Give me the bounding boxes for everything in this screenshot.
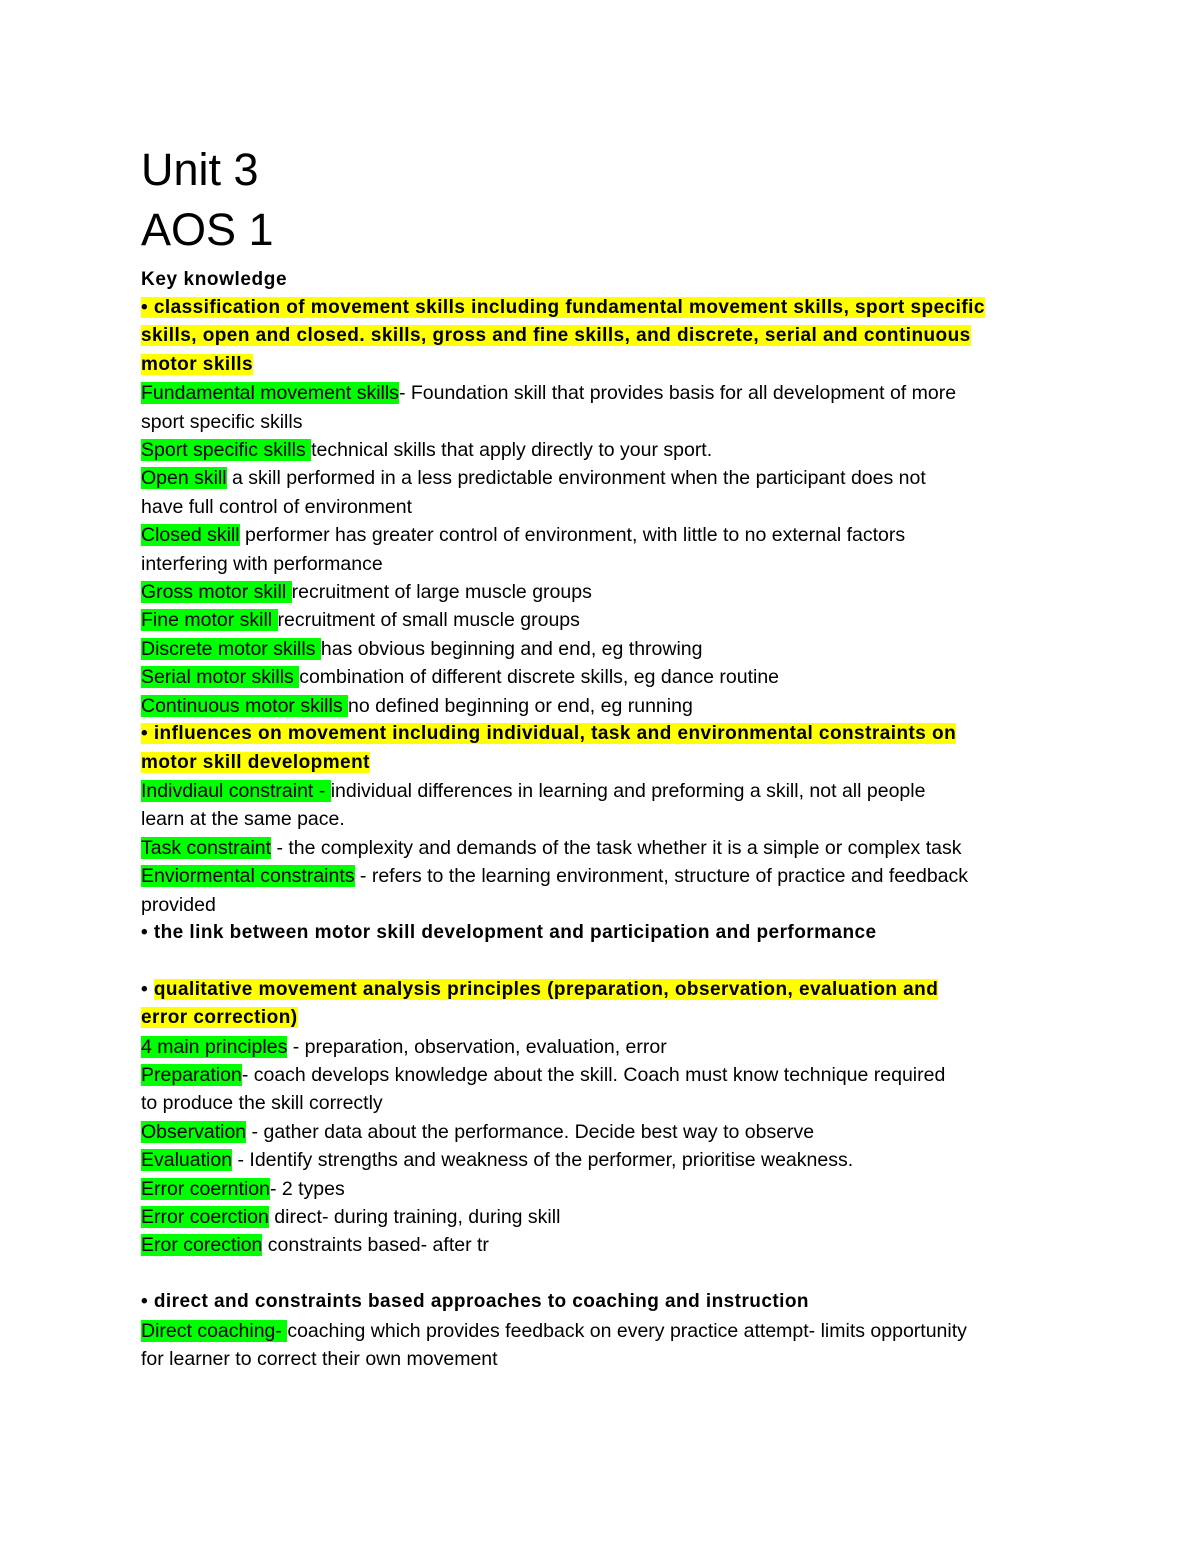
section-2-bullet-line-1: • influences on movement including individual, task and environmental constraints on xyxy=(141,723,957,745)
term-task-constraint: Task constraint xyxy=(141,836,272,859)
term-discrete-motor-skills: Discrete motor skills xyxy=(141,637,321,660)
definition-line: Direct coaching- coaching which provides feedback on every practice attempt- limits opportunity xyxy=(141,1319,967,1342)
term-observation: Observation xyxy=(141,1120,247,1143)
term-gross-motor-skill: Gross motor skill xyxy=(141,581,292,604)
section-4-bullet-line-1: • qualitative movement analysis principles (preparation, observation, evaluation and xyxy=(141,978,939,1000)
unit-heading: Unit 3 xyxy=(141,144,259,195)
term-error-correction-constraints: Eror corection xyxy=(141,1234,263,1257)
definition-line: Discrete motor skills has obvious beginning and end, eg throwing xyxy=(141,637,703,660)
definition-line: Open skill a skill performed in a less predictable environment when the participant does not xyxy=(141,467,926,490)
definition-line: Serial motor skills combination of different discrete skills, eg dance routine xyxy=(141,666,780,689)
definition-continuation: have full control of environment xyxy=(141,495,412,518)
term-open-skill: Open skill xyxy=(141,467,227,490)
definition-line: Continuous motor skills no defined beginning or end, eg running xyxy=(141,694,693,717)
section-4-bullet-line-2: error correction) xyxy=(141,1007,298,1029)
definition-line: Gross motor skill recruitment of large muscle groups xyxy=(141,581,592,604)
definition-line: 4 main principles - preparation, observation, evaluation, error xyxy=(141,1035,667,1058)
definition-continuation: learn at the same pace. xyxy=(141,808,345,831)
definition-line: Error coerntion- 2 types xyxy=(141,1177,345,1200)
definition-continuation: to produce the skill correctly xyxy=(141,1092,383,1115)
key-knowledge-label: Key knowledge xyxy=(141,269,288,290)
blank-line xyxy=(141,1260,1061,1288)
section-3-bullet: • the link between motor skill development and participation and performance xyxy=(141,921,877,943)
term-closed-skill: Closed skill xyxy=(141,524,240,547)
definition-line: Sport specific skills technical skills that apply directly to your sport. xyxy=(141,439,713,462)
definition-line: Fundamental movement skills- Foundation skill that provides basis for all development of more xyxy=(141,382,957,405)
definition-line: Enviormental constraints - refers to the learning environment, structure of practice and feedback xyxy=(141,865,969,888)
section-1-bullet-line-3: motor skills xyxy=(141,353,254,375)
definition-continuation: provided xyxy=(141,893,216,916)
term-individual-constraint: Indivdiaul constraint - xyxy=(141,779,331,802)
document-page xyxy=(141,140,1061,1373)
definition-line: Fine motor skill recruitment of small muscle groups xyxy=(141,609,580,632)
term-error-correction: Error coerntion xyxy=(141,1177,270,1200)
term-direct-coaching: Direct coaching- xyxy=(141,1319,288,1342)
definition-continuation: for learner to correct their own movement xyxy=(141,1348,498,1370)
definition-line: Evaluation - Identify strengths and weakness of the performer, prioritise weakness. xyxy=(141,1149,854,1172)
section-2-bullet-line-2: motor skill development xyxy=(141,751,370,773)
definition-continuation: sport specific skills xyxy=(141,410,303,433)
section-1-bullet-line-1: • classification of movement skills including fundamental movement skills, sport specific xyxy=(141,297,985,318)
term-fundamental-movement-skills: Fundamental movement skills xyxy=(141,382,399,405)
definition-line: Task constraint - the complexity and demands of the task whether it is a simple or complex task xyxy=(141,836,962,859)
term-4-main-principles: 4 main principles xyxy=(141,1035,288,1058)
definition-line: Preparation- coach develops knowledge about the skill. Coach must know technique required xyxy=(141,1063,946,1086)
term-error-correction-direct: Error coerction xyxy=(141,1205,269,1228)
definition-line: Closed skill performer has greater control of environment, with little to no external factors xyxy=(141,524,906,547)
aos-heading: AOS 1 xyxy=(141,204,274,255)
term-preparation: Preparation xyxy=(141,1063,242,1086)
section-5-bullet: • direct and constraints based approaches to coaching and instruction xyxy=(141,1291,809,1313)
definition-line: Eror corection constraints based- after tr xyxy=(141,1234,489,1257)
term-environmental-constraints: Enviormental constraints xyxy=(141,865,355,888)
term-evaluation: Evaluation xyxy=(141,1149,233,1172)
term-sport-specific-skills: Sport specific skills xyxy=(141,439,312,462)
blank-line xyxy=(141,947,1061,975)
term-fine-motor-skill: Fine motor skill xyxy=(141,609,278,632)
term-serial-motor-skills: Serial motor skills xyxy=(141,666,300,689)
definition-line: Error coerction direct- during training, during skill xyxy=(141,1205,561,1228)
definition-continuation: interfering with performance xyxy=(141,552,383,575)
definition-line: Indivdiaul constraint - individual differences in learning and preforming a skill, not all people xyxy=(141,779,926,802)
definition-line: Observation - gather data about the performance. Decide best way to observe xyxy=(141,1120,815,1143)
term-continuous-motor-skills: Continuous motor skills xyxy=(141,694,348,717)
section-1-bullet-line-2: skills, open and closed. skills, gross and fine skills, and discrete, serial and continuous xyxy=(141,325,971,347)
